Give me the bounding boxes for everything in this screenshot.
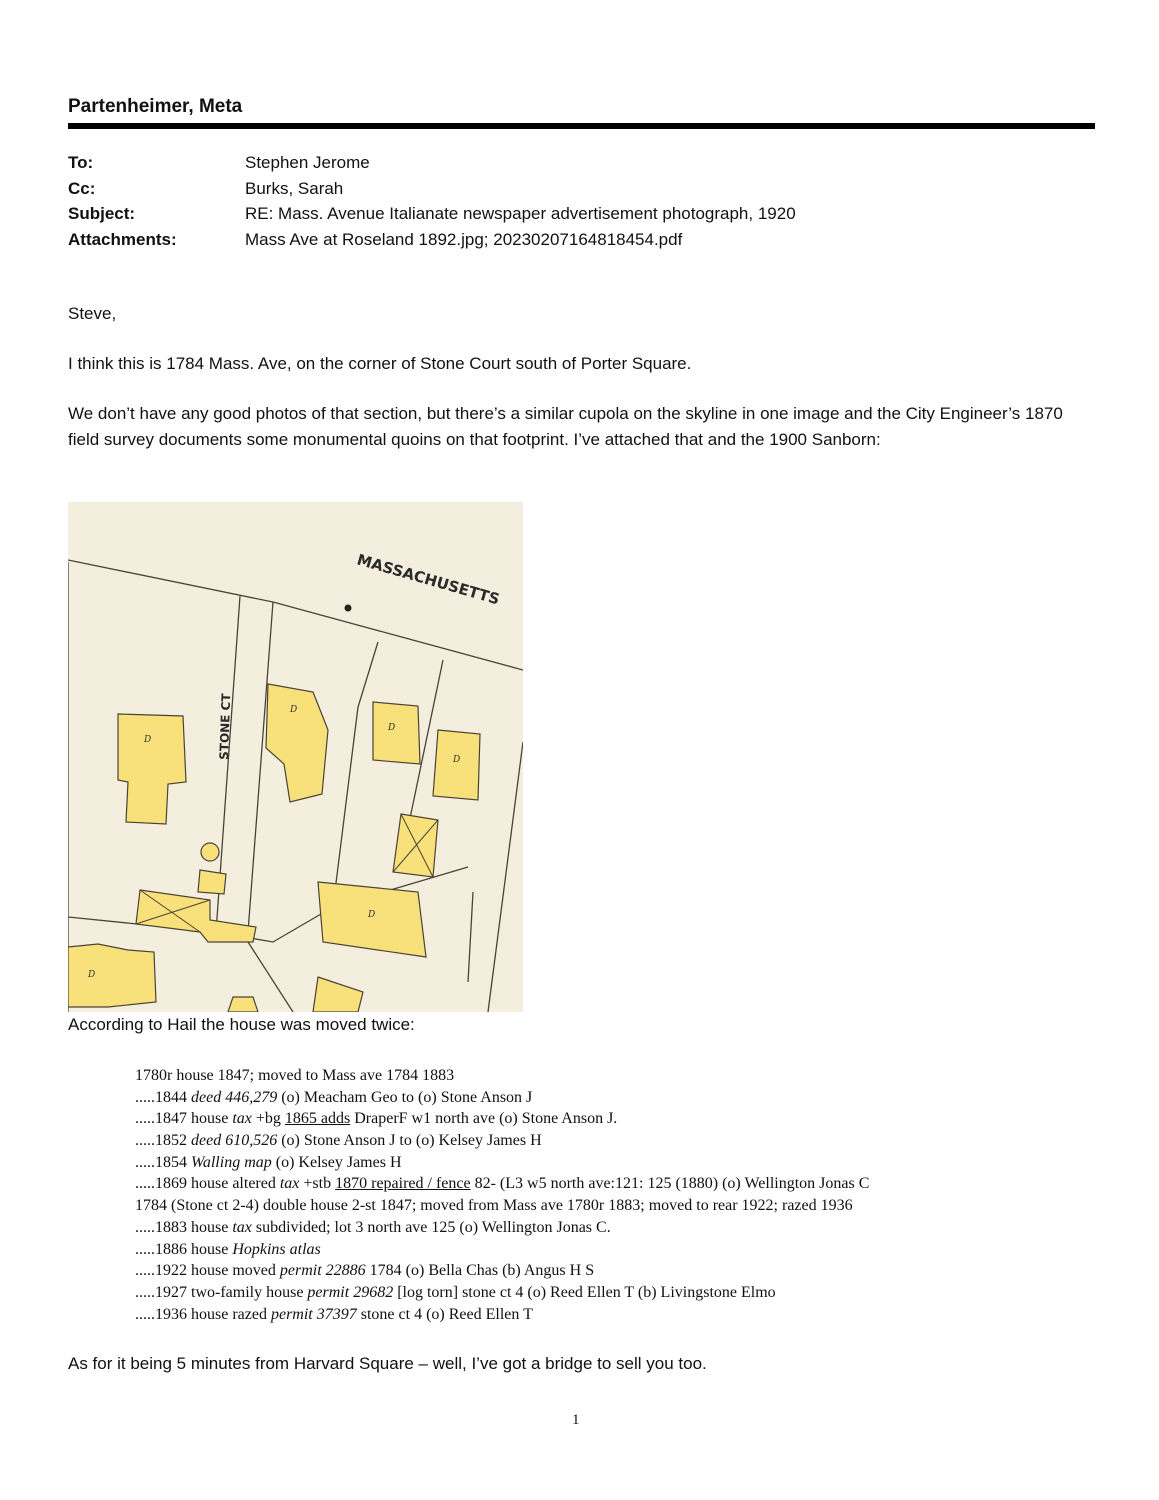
map-mark: D: [453, 755, 461, 765]
hail-entry: [135, 1087, 869, 1109]
header-row-attachments: [68, 227, 796, 253]
header-rule: [68, 123, 1095, 129]
map-building-7: [198, 870, 226, 894]
closing-remark: As for it being 5 minutes from Harvard Square – well, I’ve got a bridge to sell you too.: [68, 1354, 707, 1373]
map-mark: D: [290, 705, 298, 715]
map-hydrant-dot: [345, 605, 352, 612]
map-mark: D: [144, 735, 152, 745]
hail-entry: [135, 1108, 869, 1130]
hail-entry-segment: 1780r house 1847; moved to Mass ave 1784 1883: [135, 1067, 455, 1084]
map-court-label: STONE CT: [217, 693, 234, 761]
header-key-subject: Subject:: [68, 204, 136, 223]
paragraph-location: I think this is 1784 Mass. Ave, on the corner of Stone Court south of Porter Square.: [68, 354, 692, 373]
hail-entry: [135, 1239, 869, 1261]
header-key-cc: Cc:: [68, 178, 96, 198]
hail-entry-segment: tax: [232, 1110, 252, 1128]
header-key-to: To:: [68, 153, 94, 172]
hail-entry-segment: Walling map: [191, 1153, 272, 1171]
hail-entry-segment: .....1922 house moved: [135, 1262, 280, 1280]
header-key-attachments: Attachments:: [68, 229, 177, 249]
hail-intro: According to Hail the house was moved twice:: [68, 1015, 415, 1034]
hail-entry-segment: (o) Kelsey James H: [271, 1153, 402, 1171]
map-mark: D: [388, 723, 396, 733]
hail-entry: [135, 1304, 869, 1326]
hail-entry: [135, 1217, 869, 1239]
hail-entry: [135, 1195, 869, 1217]
hail-entry-segment: 1784 (o) Bella Chas (b) Angus H S: [365, 1262, 595, 1280]
hail-entry-segment: stone ct 4 (o) Reed Ellen T: [356, 1305, 533, 1323]
hail-entry-segment: +bg: [251, 1110, 285, 1128]
hail-entry: [135, 1065, 869, 1087]
header-row-subject: [68, 201, 796, 227]
header-value-to: Stephen Jerome: [245, 153, 370, 172]
hail-entry-segment: +stb: [299, 1175, 336, 1193]
hail-entry-segment: .....1844: [135, 1088, 191, 1106]
hail-entry-segment: permit 37397: [270, 1305, 357, 1323]
map-round-structure: [201, 843, 219, 861]
hail-entry-segment: .....1886 house: [135, 1240, 233, 1258]
map-mark: D: [368, 910, 376, 920]
hail-entry-segment: .....1883 house: [135, 1218, 233, 1236]
hail-entry-segment: .....1847 house: [135, 1110, 233, 1128]
hail-entry-segment: [log torn] stone ct 4 (o) Reed Ellen T (b) Livingstone Elmo: [393, 1283, 776, 1301]
hail-entry-segment: DraperF w1 north ave (o) Stone Anson J.: [350, 1110, 618, 1128]
hail-entry-segment: .....1852: [135, 1132, 191, 1150]
hail-entry-segment: .....1936 house razed: [135, 1305, 271, 1323]
hail-entry: [135, 1260, 869, 1282]
map-mark: D: [88, 970, 96, 980]
hail-entry-segment: deed 446,279: [191, 1088, 278, 1106]
header-row-cc: [68, 176, 796, 202]
hail-entry-segment: tax: [279, 1175, 300, 1193]
hail-entry-segment: (o) Stone Anson J to (o) Kelsey James H: [277, 1132, 542, 1150]
map-street-label: MASSACHUSETTS: [354, 550, 502, 609]
map-building-4: [433, 730, 480, 800]
hail-entry-segment: 1865 adds: [284, 1110, 351, 1128]
hail-entry: [135, 1130, 869, 1152]
hail-entry: [135, 1173, 869, 1195]
sanborn-map-image: [68, 502, 523, 1012]
paragraph-sources: We don’t have any good photos of that section, but there’s a similar cupola on the skyline in one image and the City Engineer’s 1870 field survey documents some monumental quoins on that footprint. I’ve attached that and the 1900 Sanborn:: [68, 404, 1063, 449]
map-building-9: [68, 944, 156, 1007]
header-value-cc: Burks, Sarah: [245, 178, 344, 198]
hail-entry-segment: tax: [232, 1218, 252, 1236]
map-building-3: [373, 702, 420, 764]
sender-name: Partenheimer, Meta: [68, 96, 243, 117]
hail-entry-segment: 1870 repaired / fence: [335, 1175, 471, 1193]
hail-entry-segment: permit 22886: [279, 1262, 366, 1280]
hail-entry-segment: subdivided; lot 3 north ave 125 (o) Wellington Jonas C.: [251, 1218, 611, 1236]
hail-entry: [135, 1152, 869, 1174]
hail-entry-segment: .....1854: [135, 1153, 191, 1171]
page-number: 1: [572, 1412, 580, 1428]
hail-entry-segment: 1784 (Stone ct 2-4) double house 2-st 1847; moved from Mass ave 1780r 1883; moved to rear 1922; razed 1936: [135, 1197, 853, 1215]
header-value-subject: RE: Mass. Avenue Italianate newspaper advertisement photograph, 1920: [245, 204, 796, 223]
header-value-attachments: Mass Ave at Roseland 1892.jpg; 20230207164818454.pdf: [245, 229, 683, 249]
hail-entry-segment: (o) Meacham Geo to (o) Stone Anson J: [277, 1088, 533, 1106]
greeting: Steve,: [68, 304, 117, 323]
hail-entry-segment: permit 29682: [307, 1283, 394, 1301]
hail-entries: [135, 1065, 869, 1325]
hail-entry-segment: 82- (L3 w5 north ave:121: 125 (1880) (o) Wellington Jonas C: [470, 1175, 870, 1193]
hail-entry: [135, 1282, 869, 1304]
header-row-to: [68, 150, 796, 176]
hail-entry-segment: deed 610,526: [191, 1132, 278, 1150]
hail-entry-segment: .....1869 house altered: [135, 1175, 280, 1193]
hail-entry-segment: Hopkins atlas: [232, 1240, 321, 1258]
email-header: [68, 150, 796, 252]
map-building-10: [228, 997, 258, 1012]
hail-entry-segment: .....1927 two-family house: [135, 1283, 308, 1301]
